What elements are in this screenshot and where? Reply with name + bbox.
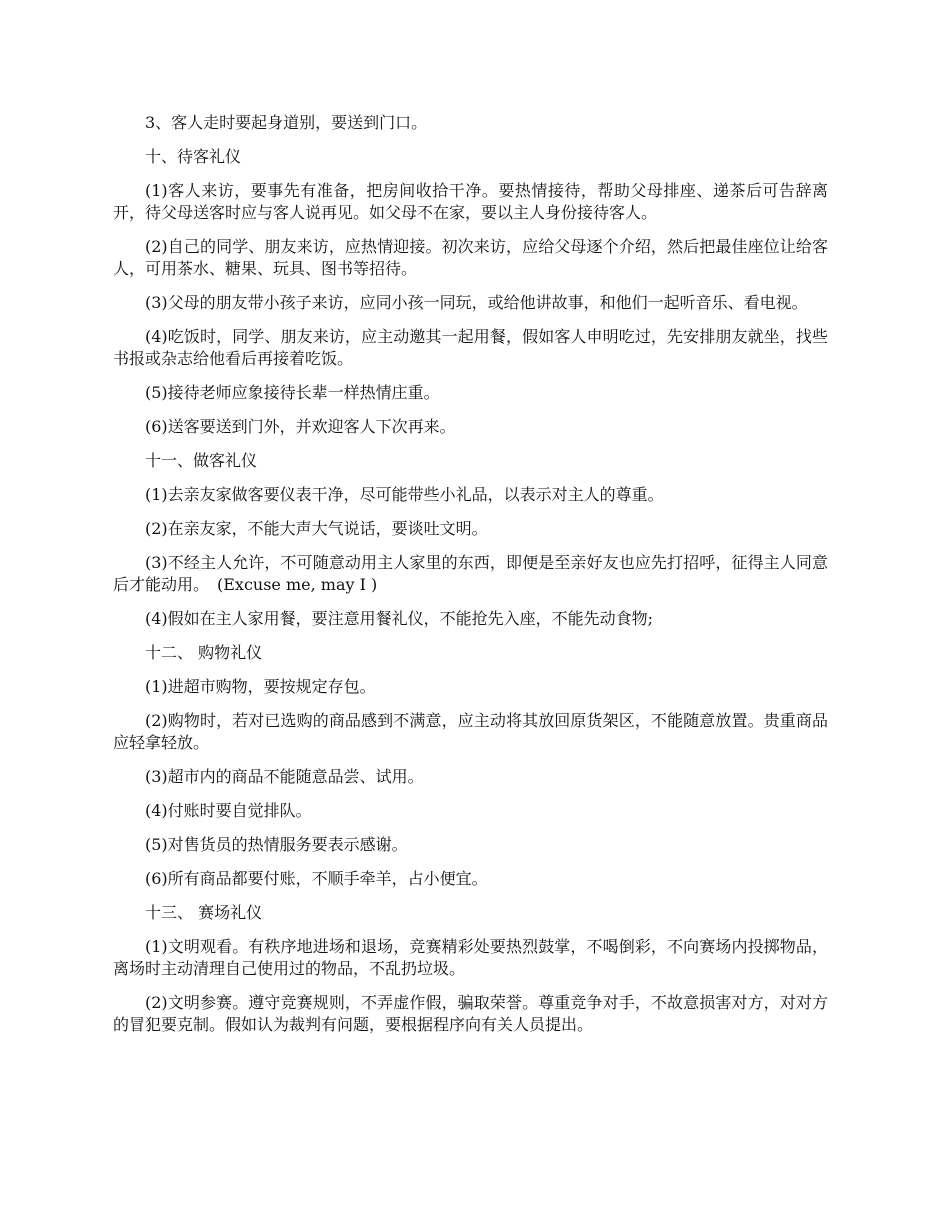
document-page [113, 112, 828, 1048]
paragraph: (4)吃饭时，同学、朋友来访，应主动邀其一起用餐，假如客人申明吃过，先安排朋友就坐，找些书报或杂志给他看后再接着吃饭。 [113, 327, 828, 368]
paragraph: 3、客人走时要起身道别，要送到门口。 [145, 113, 428, 132]
paragraph: (6)送客要送到门外，并欢迎客人下次再来。 [145, 417, 456, 436]
paragraph: (3)不经主人允许，不可随意动用主人家里的东西，即便是至亲好友也应先打招呼，征得主人同意后才能动用。 (Excuse me, may I ) [113, 553, 828, 594]
paragraph: (4)假如在主人家用餐，要注意用餐礼仪，不能抢先入座，不能先动食物; [145, 609, 654, 628]
paragraph: (1)客人来访，要事先有准备，把房间收拾干净。要热情接待，帮助父母排座、递茶后可告辞离开，待父母送客时应与客人说再见。如父母不在家，要以主人身份接待客人。 [113, 181, 828, 222]
paragraph: (5)接待老师应象接待长辈一样热情庄重。 [145, 383, 440, 402]
paragraph: (1)进超市购物，要按规定存包。 [145, 677, 376, 696]
paragraph: (4)付账时要自觉排队。 [145, 801, 312, 820]
paragraph: (3)超市内的商品不能随意品尝、试用。 [145, 767, 424, 786]
section-heading: 十一、做客礼仪 [145, 451, 258, 470]
section-heading: 十二、 购物礼仪 [145, 643, 263, 662]
paragraph: (2)自己的同学、朋友来访，应热情迎接。初次来访，应给父母逐个介绍，然后把最佳座位让给客人，可用茶水、糖果、玩具、图书等招待。 [113, 237, 828, 278]
paragraph: (1)文明观看。有秩序地进场和退场，竞赛精彩处要热烈鼓掌，不喝倒彩，不向赛场内投掷物品，离场时主动清理自己使用过的物品，不乱扔垃圾。 [113, 937, 828, 978]
section-heading: 十、待客礼仪 [145, 147, 242, 166]
paragraph: (2)购物时，若对已选购的商品感到不满意，应主动将其放回原货架区，不能随意放置。贵重商品应轻拿轻放。 [113, 711, 828, 752]
section-heading: 十三、 赛场礼仪 [145, 903, 263, 922]
paragraph: (1)去亲友家做客要仪表干净，尽可能带些小礼品，以表示对主人的尊重。 [145, 485, 664, 504]
paragraph: (3)父母的朋友带小孩子来访，应同小孩一同玩，或给他讲故事，和他们一起听音乐、看电视。 [145, 293, 808, 312]
paragraph: (2)文明参赛。遵守竞赛规则，不弄虚作假，骗取荣誉。尊重竞争对手，不故意损害对方，对对方的冒犯要克制。假如认为裁判有问题，要根据程序向有关人员提出。 [113, 993, 828, 1034]
paragraph: (6)所有商品都要付账，不顺手牵羊，占小便宜。 [145, 869, 488, 888]
paragraph: (2)在亲友家，不能大声大气说话，要谈吐文明。 [145, 519, 488, 538]
paragraph: (5)对售货员的热情服务要表示感谢。 [145, 835, 408, 854]
